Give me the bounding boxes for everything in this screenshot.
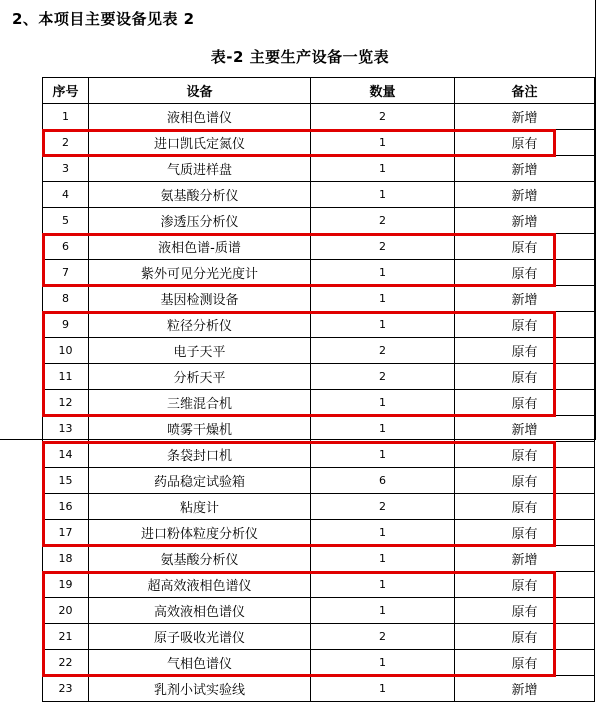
- equipment-name: 分析天平: [89, 364, 311, 390]
- note: 新增: [455, 286, 595, 312]
- quantity: 2: [311, 208, 455, 234]
- row-number: 1: [43, 104, 89, 130]
- section-heading: 2、本项目主要设备见表 2: [12, 10, 195, 28]
- quantity: 1: [311, 312, 455, 338]
- row-number: 9: [43, 312, 89, 338]
- equipment-name: 渗透压分析仪: [89, 208, 311, 234]
- equipment-name: 氨基酸分析仪: [89, 182, 311, 208]
- note: 新增: [455, 676, 595, 702]
- quantity: 1: [311, 572, 455, 598]
- note: 原有: [455, 260, 595, 286]
- table-row: [43, 338, 595, 364]
- equipment-name: 气质进样盘: [89, 156, 311, 182]
- row-number: 12: [43, 390, 89, 416]
- equipment-name: 紫外可见分光光度计: [89, 260, 311, 286]
- note: 新增: [455, 208, 595, 234]
- table-row: [43, 312, 595, 338]
- table-row: [43, 104, 595, 130]
- row-number: 13: [43, 416, 89, 442]
- quantity: 1: [311, 286, 455, 312]
- quantity: 2: [311, 104, 455, 130]
- row-number: 8: [43, 286, 89, 312]
- note: 原有: [455, 624, 595, 650]
- note: 新增: [455, 546, 595, 572]
- equipment-name: 超高效液相色谱仪: [89, 572, 311, 598]
- row-number: 6: [43, 234, 89, 260]
- table-row: [43, 130, 595, 156]
- equipment-name: 基因检测设备: [89, 286, 311, 312]
- quantity: 1: [311, 650, 455, 676]
- quantity: 2: [311, 494, 455, 520]
- table-row: [43, 546, 595, 572]
- quantity: 1: [311, 156, 455, 182]
- header-equipment: 设备: [89, 78, 311, 104]
- note: 原有: [455, 442, 595, 468]
- table-row: [43, 442, 595, 468]
- header-no: 序号: [43, 78, 89, 104]
- quantity: 2: [311, 234, 455, 260]
- equipment-name: 药品稳定试验箱: [89, 468, 311, 494]
- quantity: 2: [311, 338, 455, 364]
- quantity: 1: [311, 130, 455, 156]
- quantity: 6: [311, 468, 455, 494]
- quantity: 1: [311, 442, 455, 468]
- note: 原有: [455, 390, 595, 416]
- table-caption: 表-2 主要生产设备一览表: [210, 48, 390, 66]
- row-number: 18: [43, 546, 89, 572]
- table-row: [43, 364, 595, 390]
- note: 原有: [455, 130, 595, 156]
- equipment-name: 三维混合机: [89, 390, 311, 416]
- equipment-name: 气相色谱仪: [89, 650, 311, 676]
- table-row: [43, 650, 595, 676]
- row-number: 11: [43, 364, 89, 390]
- table-row: [43, 520, 595, 546]
- row-number: 19: [43, 572, 89, 598]
- quantity: 1: [311, 520, 455, 546]
- row-number: 14: [43, 442, 89, 468]
- row-number: 4: [43, 182, 89, 208]
- row-number: 23: [43, 676, 89, 702]
- quantity: 2: [311, 364, 455, 390]
- equipment-table: [42, 77, 595, 702]
- table-row: [43, 598, 595, 624]
- equipment-name: 液相色谱-质谱: [89, 234, 311, 260]
- note: 新增: [455, 156, 595, 182]
- equipment-name: 液相色谱仪: [89, 104, 311, 130]
- note: 原有: [455, 312, 595, 338]
- note: 原有: [455, 598, 595, 624]
- table-row: [43, 234, 595, 260]
- equipment-name: 粘度计: [89, 494, 311, 520]
- table-row: [43, 468, 595, 494]
- table-row: [43, 416, 595, 442]
- quantity: 1: [311, 182, 455, 208]
- table-row: [43, 286, 595, 312]
- note: 原有: [455, 494, 595, 520]
- table-row: [43, 208, 595, 234]
- table-row: [43, 182, 595, 208]
- note: 原有: [455, 520, 595, 546]
- note: 新增: [455, 182, 595, 208]
- table-row: [43, 624, 595, 650]
- quantity: 2: [311, 624, 455, 650]
- row-number: 17: [43, 520, 89, 546]
- row-number: 3: [43, 156, 89, 182]
- row-number: 16: [43, 494, 89, 520]
- equipment-name: 乳剂小试实验线: [89, 676, 311, 702]
- quantity: 1: [311, 598, 455, 624]
- quantity: 1: [311, 676, 455, 702]
- equipment-name: 喷雾干燥机: [89, 416, 311, 442]
- quantity: 1: [311, 260, 455, 286]
- header-quantity: 数量: [311, 78, 455, 104]
- equipment-name: 原子吸收光谱仪: [89, 624, 311, 650]
- table-row: [43, 156, 595, 182]
- table-row: [43, 676, 595, 702]
- quantity: 1: [311, 390, 455, 416]
- row-number: 21: [43, 624, 89, 650]
- row-number: 22: [43, 650, 89, 676]
- table-row: [43, 260, 595, 286]
- row-number: 20: [43, 598, 89, 624]
- note: 新增: [455, 104, 595, 130]
- table-header-row: [43, 78, 595, 104]
- row-number: 7: [43, 260, 89, 286]
- row-number: 15: [43, 468, 89, 494]
- equipment-name: 进口凯氏定氮仪: [89, 130, 311, 156]
- table-row: [43, 572, 595, 598]
- table-row: [43, 494, 595, 520]
- table-row: [43, 390, 595, 416]
- note: 原有: [455, 572, 595, 598]
- note: 原有: [455, 364, 595, 390]
- note: 原有: [455, 234, 595, 260]
- note: 新增: [455, 416, 595, 442]
- equipment-name: 高效液相色谱仪: [89, 598, 311, 624]
- quantity: 1: [311, 416, 455, 442]
- note: 原有: [455, 338, 595, 364]
- row-number: 5: [43, 208, 89, 234]
- equipment-name: 电子天平: [89, 338, 311, 364]
- equipment-name: 粒径分析仪: [89, 312, 311, 338]
- note: 原有: [455, 468, 595, 494]
- quantity: 1: [311, 546, 455, 572]
- note: 原有: [455, 650, 595, 676]
- equipment-name: 条袋封口机: [89, 442, 311, 468]
- equipment-name: 进口粉体粒度分析仪: [89, 520, 311, 546]
- header-note: 备注: [455, 78, 595, 104]
- row-number: 10: [43, 338, 89, 364]
- row-number: 2: [43, 130, 89, 156]
- equipment-name: 氨基酸分析仪: [89, 546, 311, 572]
